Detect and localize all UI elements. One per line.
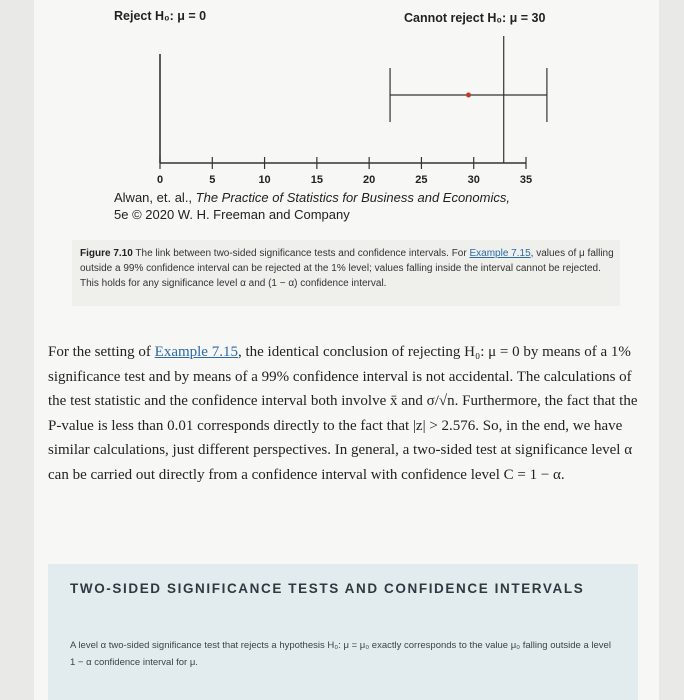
caption-text-2: , values of μ falling outside a 99% confidence interval can be rejected at the 1% level; values falling inside the interval cannot be rejected. This holds for any significance level α and (1 − α) confidence interval. (80, 248, 614, 289)
credit-publisher: 5e © 2020 W. H. Freeman and Company (114, 207, 350, 222)
credit-authors: Alwan, et. al., (114, 190, 193, 205)
body-text-1: For the setting of (48, 344, 155, 360)
sample-mean-dot (466, 93, 471, 98)
textbook-page (34, 0, 659, 700)
axis-ticks (157, 157, 532, 186)
figure-credit (114, 189, 510, 223)
key-concept-title: TWO-SIDED SIGNIFICANCE TESTS AND CONFIDENCE INTERVALS (70, 581, 585, 596)
credit-book-title: The Practice of Statistics for Business and Economics, (195, 190, 510, 205)
axis-tick-label-5: 5 (209, 174, 216, 186)
body-text-2: , the identical conclusion of rejecting H₀: μ = 0 by means of a 1% significance test and by means of a 99% confidence interval is not accidental. The calculations of the test statistic and the confidence interval both involve x̄ and σ/√n. Furthermore, the fact that the P-value is less than 0.01 corresponds directly to the fact that |z| > 2.576. So, in the end, we have similar calculations, just different perspectives. In general, a two-sided test at significance level α can be carried out directly from a confidence interval with confidence level C = 1 − α. (48, 344, 638, 483)
caption-example-link[interactable]: Example 7.15 (469, 248, 531, 259)
figure-caption (72, 240, 620, 306)
body-example-link[interactable]: Example 7.15 (154, 344, 238, 360)
axis-tick-label-20: 20 (363, 174, 376, 186)
axis-tick-label-35: 35 (519, 174, 533, 186)
cannot-reject-h0-label: Cannot reject H₀: μ = 30 (404, 11, 546, 25)
axis-tick-label-0: 0 (156, 174, 164, 186)
key-concept-text: A level α two-sided significance test that rejects a hypothesis H₀: μ = μ₀ exactly corresponds to the value μ₀ falling outside a level 1 − α confidence interval for μ. (70, 640, 611, 668)
key-concept-box (48, 564, 638, 700)
caption-label: Figure 7.10 (80, 248, 133, 259)
axis-tick-label-25: 25 (415, 174, 428, 186)
reject-h0-label: Reject H₀: μ = 0 (114, 9, 207, 23)
axis-tick-label-30: 30 (467, 174, 480, 186)
caption-text-1: The link between two-sided significance tests and confidence intervals. For (132, 248, 470, 259)
interval-diagram (34, 0, 659, 190)
figure-7-10 (34, 0, 659, 232)
axis-tick-label-15: 15 (310, 174, 323, 186)
axis-tick-label-10: 10 (258, 174, 271, 186)
body-paragraph (48, 340, 638, 487)
